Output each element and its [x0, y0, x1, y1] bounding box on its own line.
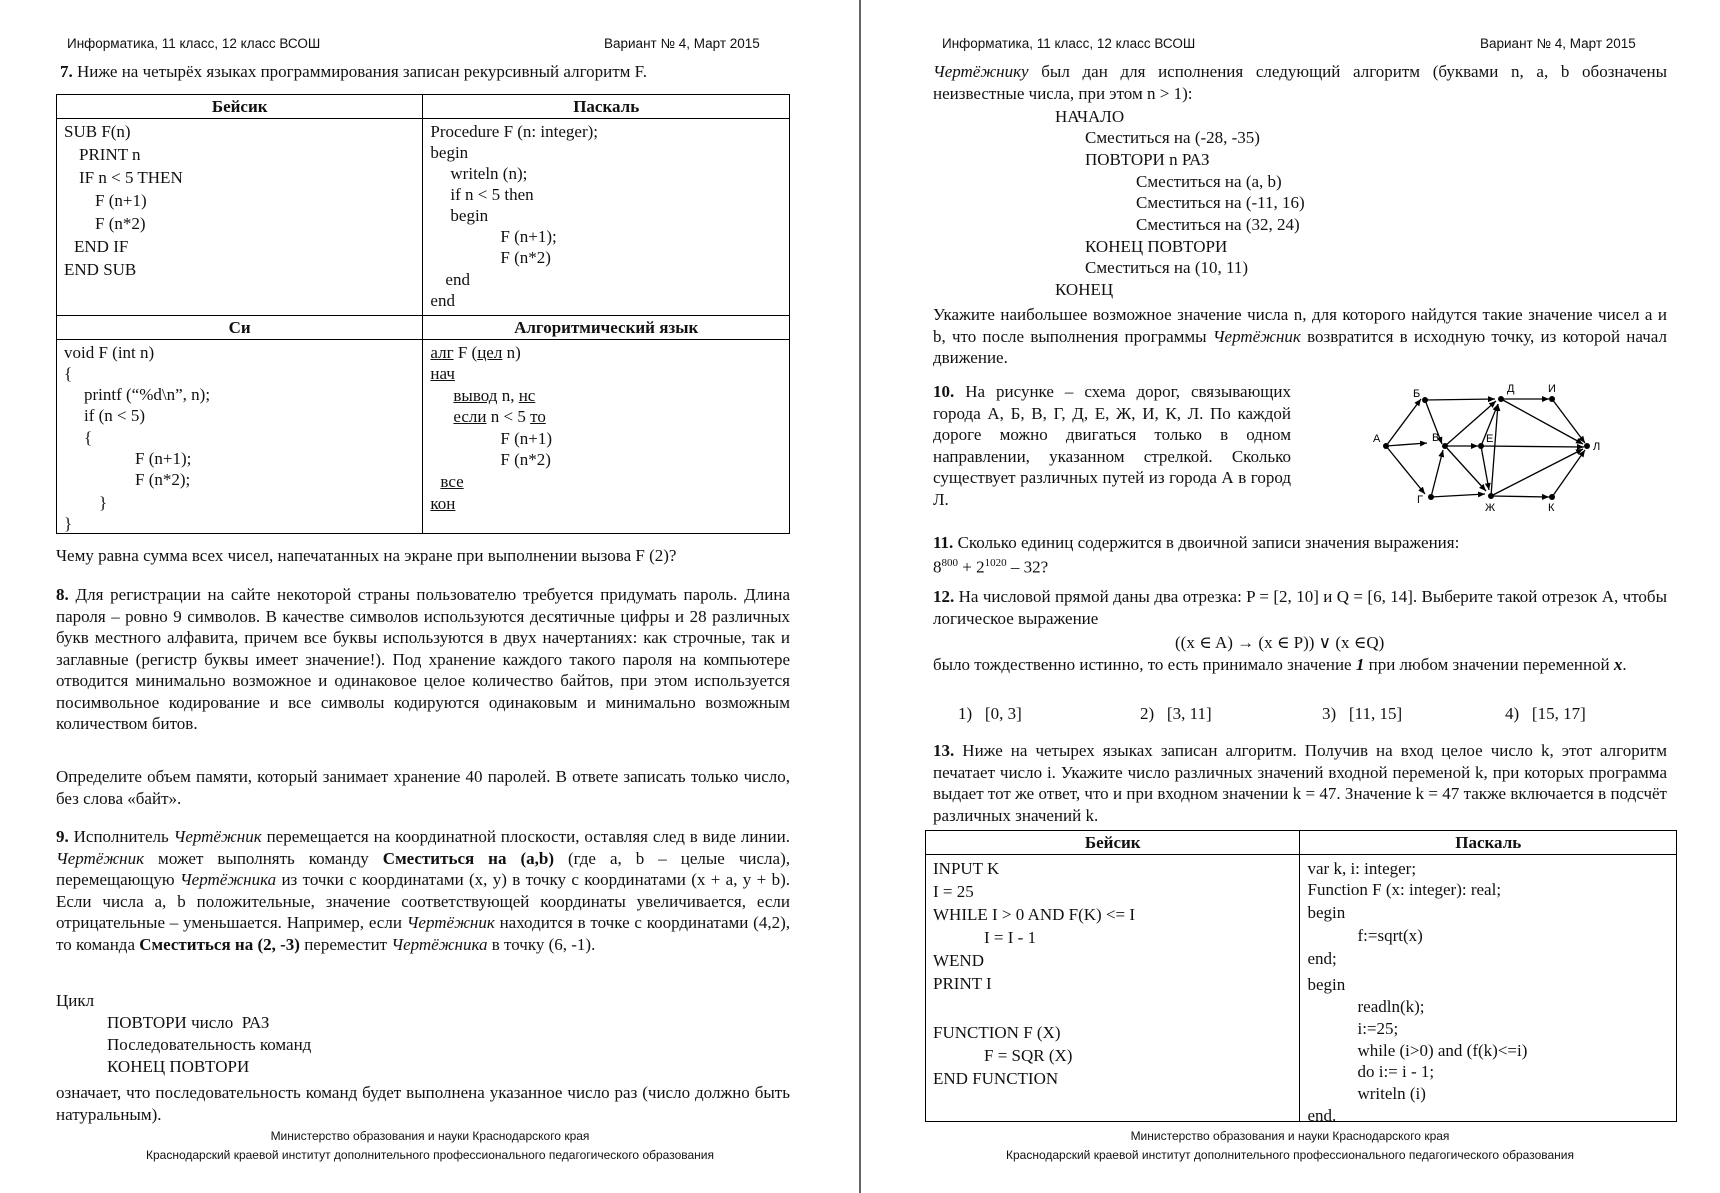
edge-g-zh — [1431, 494, 1485, 497]
code-line: } — [64, 514, 73, 533]
q13-pascal-cell — [1300, 855, 1677, 1125]
q12-option-4: 4) [15, 17] — [1505, 704, 1586, 723]
alg-line: ПОВТОРИ n РАЗ — [1085, 150, 1210, 169]
q7-question: Чему равна сумма всех чисел, напечатанных на экране при выполнении вызова F (2)? — [56, 546, 677, 565]
code-text: n < 5 — [486, 407, 531, 426]
keyword: алг — [430, 343, 454, 362]
q9-text: Сместиться на (2, -3) — [139, 934, 300, 954]
q13-header-basic: Бейсик — [926, 831, 1300, 855]
node-label-g: Г — [1417, 494, 1423, 506]
q12-text: было тождественно истинно, то есть принимало значение — [933, 655, 1356, 674]
code-line: F (n+1); — [500, 227, 557, 246]
q13-header-pascal: Паскаль — [1300, 831, 1677, 855]
code-line: F (n*2) — [500, 450, 551, 469]
code-line: F (n+1) — [95, 191, 147, 210]
alg-line: КОНЕЦ — [1055, 280, 1114, 299]
q12-text: при любом значении переменной — [1364, 655, 1614, 674]
q9-text: Чертёжник — [406, 913, 495, 932]
q12-text: . — [1622, 655, 1627, 674]
q13-number: 13. — [933, 741, 955, 760]
q9-cycle-line: ПОВТОРИ число РАЗ — [107, 1013, 270, 1032]
road-graph — [1365, 380, 1610, 515]
q12-text: На числовой прямой даны два отрезка: P = [2, 10] и Q = [6, 14]. Выберите такой отрезок A, чтобы логическое выражение — [933, 587, 1667, 628]
keyword: нс — [518, 386, 536, 405]
q7-code-table — [56, 94, 790, 534]
q9-text: переместит — [299, 934, 392, 954]
code-line: { — [84, 428, 93, 447]
q9-text: Укажите наибольшее возможное значение числа n, для которого найдутся такие значение чисел a и b, что после выполнения программы — [933, 305, 1667, 346]
right-page — [860, 0, 1720, 1193]
code-line: if (n < 5) — [84, 406, 146, 425]
q9-cycle-line: Последовательность команд — [107, 1035, 312, 1054]
q9-text: возвратится в исходную точку, из которой начал движение. — [933, 326, 1667, 367]
code-line: F (n*2); — [135, 470, 191, 489]
q12-option-3: 3) [11, 15] — [1322, 704, 1403, 723]
q9-text: Чертёжник — [56, 848, 145, 868]
code-line: begin — [430, 143, 469, 162]
code-text: n, — [497, 386, 519, 405]
code-line: WHILE I > 0 AND F(K) <= I — [933, 905, 1136, 924]
q10-number: 10. — [933, 382, 955, 401]
code-line: end — [445, 270, 470, 289]
node-label-a: А — [1373, 433, 1381, 445]
code-line: END FUNCTION — [933, 1069, 1059, 1088]
code-line: SUB F(n) — [64, 122, 131, 141]
q8-text: Для регистрации на сайте некоторой страны пользователю требуется придумать пароль. Длина пароля – ровно 9 символов. В качестве символов используются десятичные цифры и 28 различных букв местного алфавита, причем все буквы используются в двух начертаниях: как строчные, так и заглавные (регистр буквы имеет значение!). Под хранение каждого такого пароля на компьютере отводится минимально возможное и одинаковое целое количество байтов, при этом используется посимвольное кодирование и все символы кодируются одинаковым и минимально возможным количеством битов. — [56, 585, 790, 733]
node-e — [1478, 443, 1484, 449]
q9-text: Чертёжник — [1212, 326, 1301, 346]
node-l — [1584, 443, 1590, 449]
node-label-b: Б — [1413, 388, 1421, 400]
edge-zh-k — [1491, 496, 1549, 497]
alg-line: НАЧАЛО — [1055, 107, 1125, 126]
code-line — [453, 406, 545, 427]
node-k — [1549, 494, 1555, 500]
q9-text: Чертёжник — [173, 827, 262, 846]
q7-basic-cell — [57, 119, 423, 316]
code-line: i:=25; — [1357, 1019, 1399, 1038]
code-line: IF n < 5 THEN — [79, 168, 183, 187]
code-line: printf (“%d\n”, n); — [84, 385, 211, 404]
code-line: END IF — [74, 237, 129, 256]
code-line: I = I - 1 — [984, 928, 1037, 947]
code-line: END SUB — [64, 260, 137, 279]
q13-code-table — [925, 830, 1677, 1125]
code-line: while (i>0) and (f(k)<=i) — [1357, 1041, 1528, 1060]
footer-line-2: Краснодарский краевой институт дополнительного профессионального педагогического образования — [1005, 1148, 1574, 1162]
code-text: n) — [502, 343, 521, 362]
code-line: begin — [1307, 975, 1346, 994]
edge-a-g — [1386, 446, 1425, 494]
footer-line-2: Краснодарский краевой институт дополнительного профессионального педагогического образования — [145, 1148, 714, 1162]
alg-line: КОНЕЦ ПОВТОРИ — [1085, 237, 1228, 256]
q9-text: перемещается на координатной плоскости, оставляя след в виде линии. — [261, 827, 790, 846]
node-label-zh: Ж — [1485, 502, 1496, 514]
q7-number: 7. — [60, 62, 73, 81]
alg-line: Сместиться на (10, 11) — [1085, 258, 1249, 277]
code-line — [430, 342, 520, 363]
edge-g-v — [1431, 450, 1443, 497]
q12-paragraph-2 — [933, 654, 1667, 676]
expr-part: + 2 — [958, 557, 985, 577]
code-line — [453, 385, 535, 406]
code-line: { — [64, 364, 73, 383]
footer-line-1: Министерство образования и науки Краснодарского края — [1130, 1129, 1450, 1143]
node-label-v: В — [1432, 432, 1440, 444]
keyword: если — [453, 407, 487, 426]
code-line: do i:= i - 1; — [1357, 1062, 1435, 1081]
q11-expression — [933, 553, 1333, 578]
q12-text: 1 — [1355, 655, 1365, 674]
code-line: begin — [450, 206, 489, 225]
alg-line: Сместиться на (a, b) — [1136, 172, 1282, 191]
q7-c-cell — [57, 340, 423, 534]
edge-d-l — [1501, 399, 1583, 444]
alg-line: Сместиться на (-11, 16) — [1136, 193, 1305, 212]
code-line: F (n*2) — [500, 248, 551, 267]
code-line: Procedure F (n: integer); — [430, 122, 598, 141]
code-line: Function F (x: integer): real; — [1307, 880, 1502, 899]
edge-e-zh — [1481, 446, 1489, 490]
q11-paragraph — [933, 532, 1667, 554]
node-d — [1498, 396, 1504, 402]
node-a — [1383, 443, 1389, 449]
q7-alg-cell — [423, 340, 790, 534]
q12-option-1: 1) [0, 3] — [958, 704, 1022, 723]
q8-number: 8. — [56, 585, 69, 604]
node-label-e: Е — [1486, 433, 1494, 445]
code-line: все — [440, 472, 464, 491]
header-left: Информатика, 11 класс, 12 класс ВСОШ — [67, 36, 321, 51]
code-line: нач — [430, 364, 455, 383]
q9-paragraph — [56, 826, 790, 955]
q9-number: 9. — [56, 827, 69, 846]
q7-header-c: Си — [57, 316, 423, 340]
q10-paragraph — [933, 381, 1291, 510]
q13-text: Ниже на четырех языках записан алгоритм. Получив на вход целое число k, этот алгоритм печатает число i. Укажите число различных значений входной переменой k, при которых программа выдает тот же ответ, что и при входном значении k = 47. Значение k = 47 также включается в подсчёт различных значений k. — [933, 741, 1667, 825]
code-line: WEND — [933, 951, 984, 970]
q8-paragraph — [56, 584, 790, 735]
code-line: writeln (n); — [450, 164, 528, 183]
q12-expression: ((x ∈ A) → (x ∈ P)) ∨ (x ∈Q) — [1175, 633, 1385, 652]
code-line: if n < 5 then — [450, 185, 534, 204]
q9-continuation — [933, 61, 1667, 104]
header-right: Вариант № 4, Март 2015 — [1480, 36, 1636, 51]
q7-header-alg: Алгоритмический язык — [423, 316, 790, 340]
edge-b-d — [1425, 399, 1495, 400]
code-line: кон — [430, 494, 456, 513]
keyword: вывод — [453, 386, 498, 405]
header-left: Информатика, 11 класс, 12 класс ВСОШ — [942, 36, 1196, 51]
code-line: readln(k); — [1357, 997, 1425, 1016]
header-right: Вариант № 4, Март 2015 — [604, 36, 760, 51]
node-v — [1442, 443, 1448, 449]
q8-paragraph-2: Определите объем памяти, который занимает хранение 40 паролей. В ответе записать только число, без слова «байт». — [56, 767, 790, 808]
q9-text: был дан для исполнения следующий алгоритм (буквами n, a, b обозначены неизвестные числа, при этом n > 1): — [933, 62, 1667, 103]
q12-paragraph — [933, 586, 1667, 629]
code-line: F = SQR (X) — [984, 1046, 1073, 1065]
q7-title — [60, 61, 780, 83]
code-line: F (n+1); — [135, 449, 192, 468]
edge-v-zh — [1445, 446, 1486, 491]
node-i — [1549, 396, 1555, 402]
q9-text: Чертёжника — [391, 934, 488, 954]
keyword: цел — [477, 343, 503, 362]
q7-pascal-cell — [423, 119, 790, 316]
q9-text: в точку (6, -1). — [487, 934, 596, 954]
q9-cycle-label: Цикл — [56, 991, 95, 1010]
alg-line: Сместиться на (32, 24) — [1136, 215, 1300, 234]
q9-text: Исполнитель — [73, 827, 174, 846]
code-line: PRINT n — [79, 145, 141, 164]
code-line: } — [99, 493, 108, 512]
q9-text: из точки с координатами (x, y) в точку с координатами (x + a, y + b). Если числа a, b положительные, значение соответствующей координаты увеличивается, если отрицательные – уменьшается. Например, если — [56, 870, 790, 932]
edge-a-v — [1386, 443, 1427, 446]
node-b — [1422, 397, 1428, 403]
q7-header-basic: Бейсик — [57, 95, 423, 119]
node-label-l: Л — [1593, 441, 1601, 453]
q9-cycle-line: КОНЕЦ ПОВТОРИ — [107, 1057, 250, 1076]
q9-text: может выполнять команду — [144, 848, 383, 868]
q13-basic-cell — [926, 855, 1300, 1122]
edge-e-l — [1481, 446, 1584, 447]
edge-a-b — [1386, 399, 1421, 446]
alg-line: Сместиться на (-28, -35) — [1085, 128, 1260, 147]
code-line: INPUT K — [933, 859, 1000, 878]
q12-text: x — [1613, 655, 1623, 674]
q12-option-2: 2) [3, 11] — [1140, 704, 1212, 723]
keyword: то — [530, 407, 546, 426]
code-line: I = 25 — [933, 882, 974, 901]
code-line: f:=sqrt(x) — [1357, 926, 1423, 945]
footer-line-1: Министерство образования и науки Краснодарского края — [270, 1129, 590, 1143]
q9-text: (где a, b – целые числа), перемещающую — [56, 848, 790, 889]
code-line: end; — [1307, 949, 1337, 968]
code-line: void F (int n) — [64, 343, 155, 362]
code-line: begin — [1307, 903, 1346, 922]
code-line: end — [430, 291, 455, 310]
q11-text: Сколько единиц содержится в двоичной записи значения выражения: — [957, 533, 1460, 552]
expr-power: 1020 — [984, 557, 1007, 569]
expr-part: 8 — [933, 557, 942, 577]
q9-text: находится в точке с координатами (4,2), то команда — [56, 913, 790, 954]
code-text: F ( — [453, 343, 478, 362]
code-line: F (n+1) — [500, 429, 553, 448]
node-zh — [1488, 493, 1494, 499]
q12-number: 12. — [933, 587, 955, 606]
node-label-d: Д — [1507, 383, 1515, 395]
q7-title-text: Ниже на четырёх языках программирования записан рекурсивный алгоритм F. — [77, 62, 648, 81]
node-label-k: К — [1548, 502, 1555, 514]
code-line: PRINT I — [933, 974, 992, 993]
code-line: writeln (i) — [1357, 1084, 1426, 1103]
q13-paragraph — [933, 740, 1667, 826]
expr-power: 800 — [941, 557, 958, 569]
q9-text: Чертёжнику — [933, 62, 1029, 81]
q11-number: 11. — [933, 533, 954, 552]
q9-question — [933, 304, 1667, 369]
q10-text: На рисунке – схема дорог, связывающих города А, Б, В, Г, Д, Е, Ж, И, К, Л. По каждой дороге можно двигаться только в одном направлении, указанном стрелкой. Сколько существует различных путей из города А в город Л. — [933, 382, 1291, 509]
q9-text: Чертёжника — [179, 870, 277, 889]
node-label-i: И — [1548, 383, 1556, 395]
q7-header-pascal: Паскаль — [423, 95, 790, 119]
expr-part: – 32? — [1006, 557, 1049, 577]
node-g — [1428, 494, 1434, 500]
q9-text: Сместиться на (a,b) — [382, 848, 554, 868]
code-line: end. — [1307, 1106, 1337, 1125]
code-line: var k, i: integer; — [1307, 859, 1417, 878]
q9-cycle-end: означает, что последовательность команд будет выполнена указанное число раз (число должно быть натуральным). — [56, 1083, 790, 1124]
code-line: FUNCTION F (X) — [933, 1023, 1061, 1042]
code-line: F (n*2) — [95, 214, 146, 233]
